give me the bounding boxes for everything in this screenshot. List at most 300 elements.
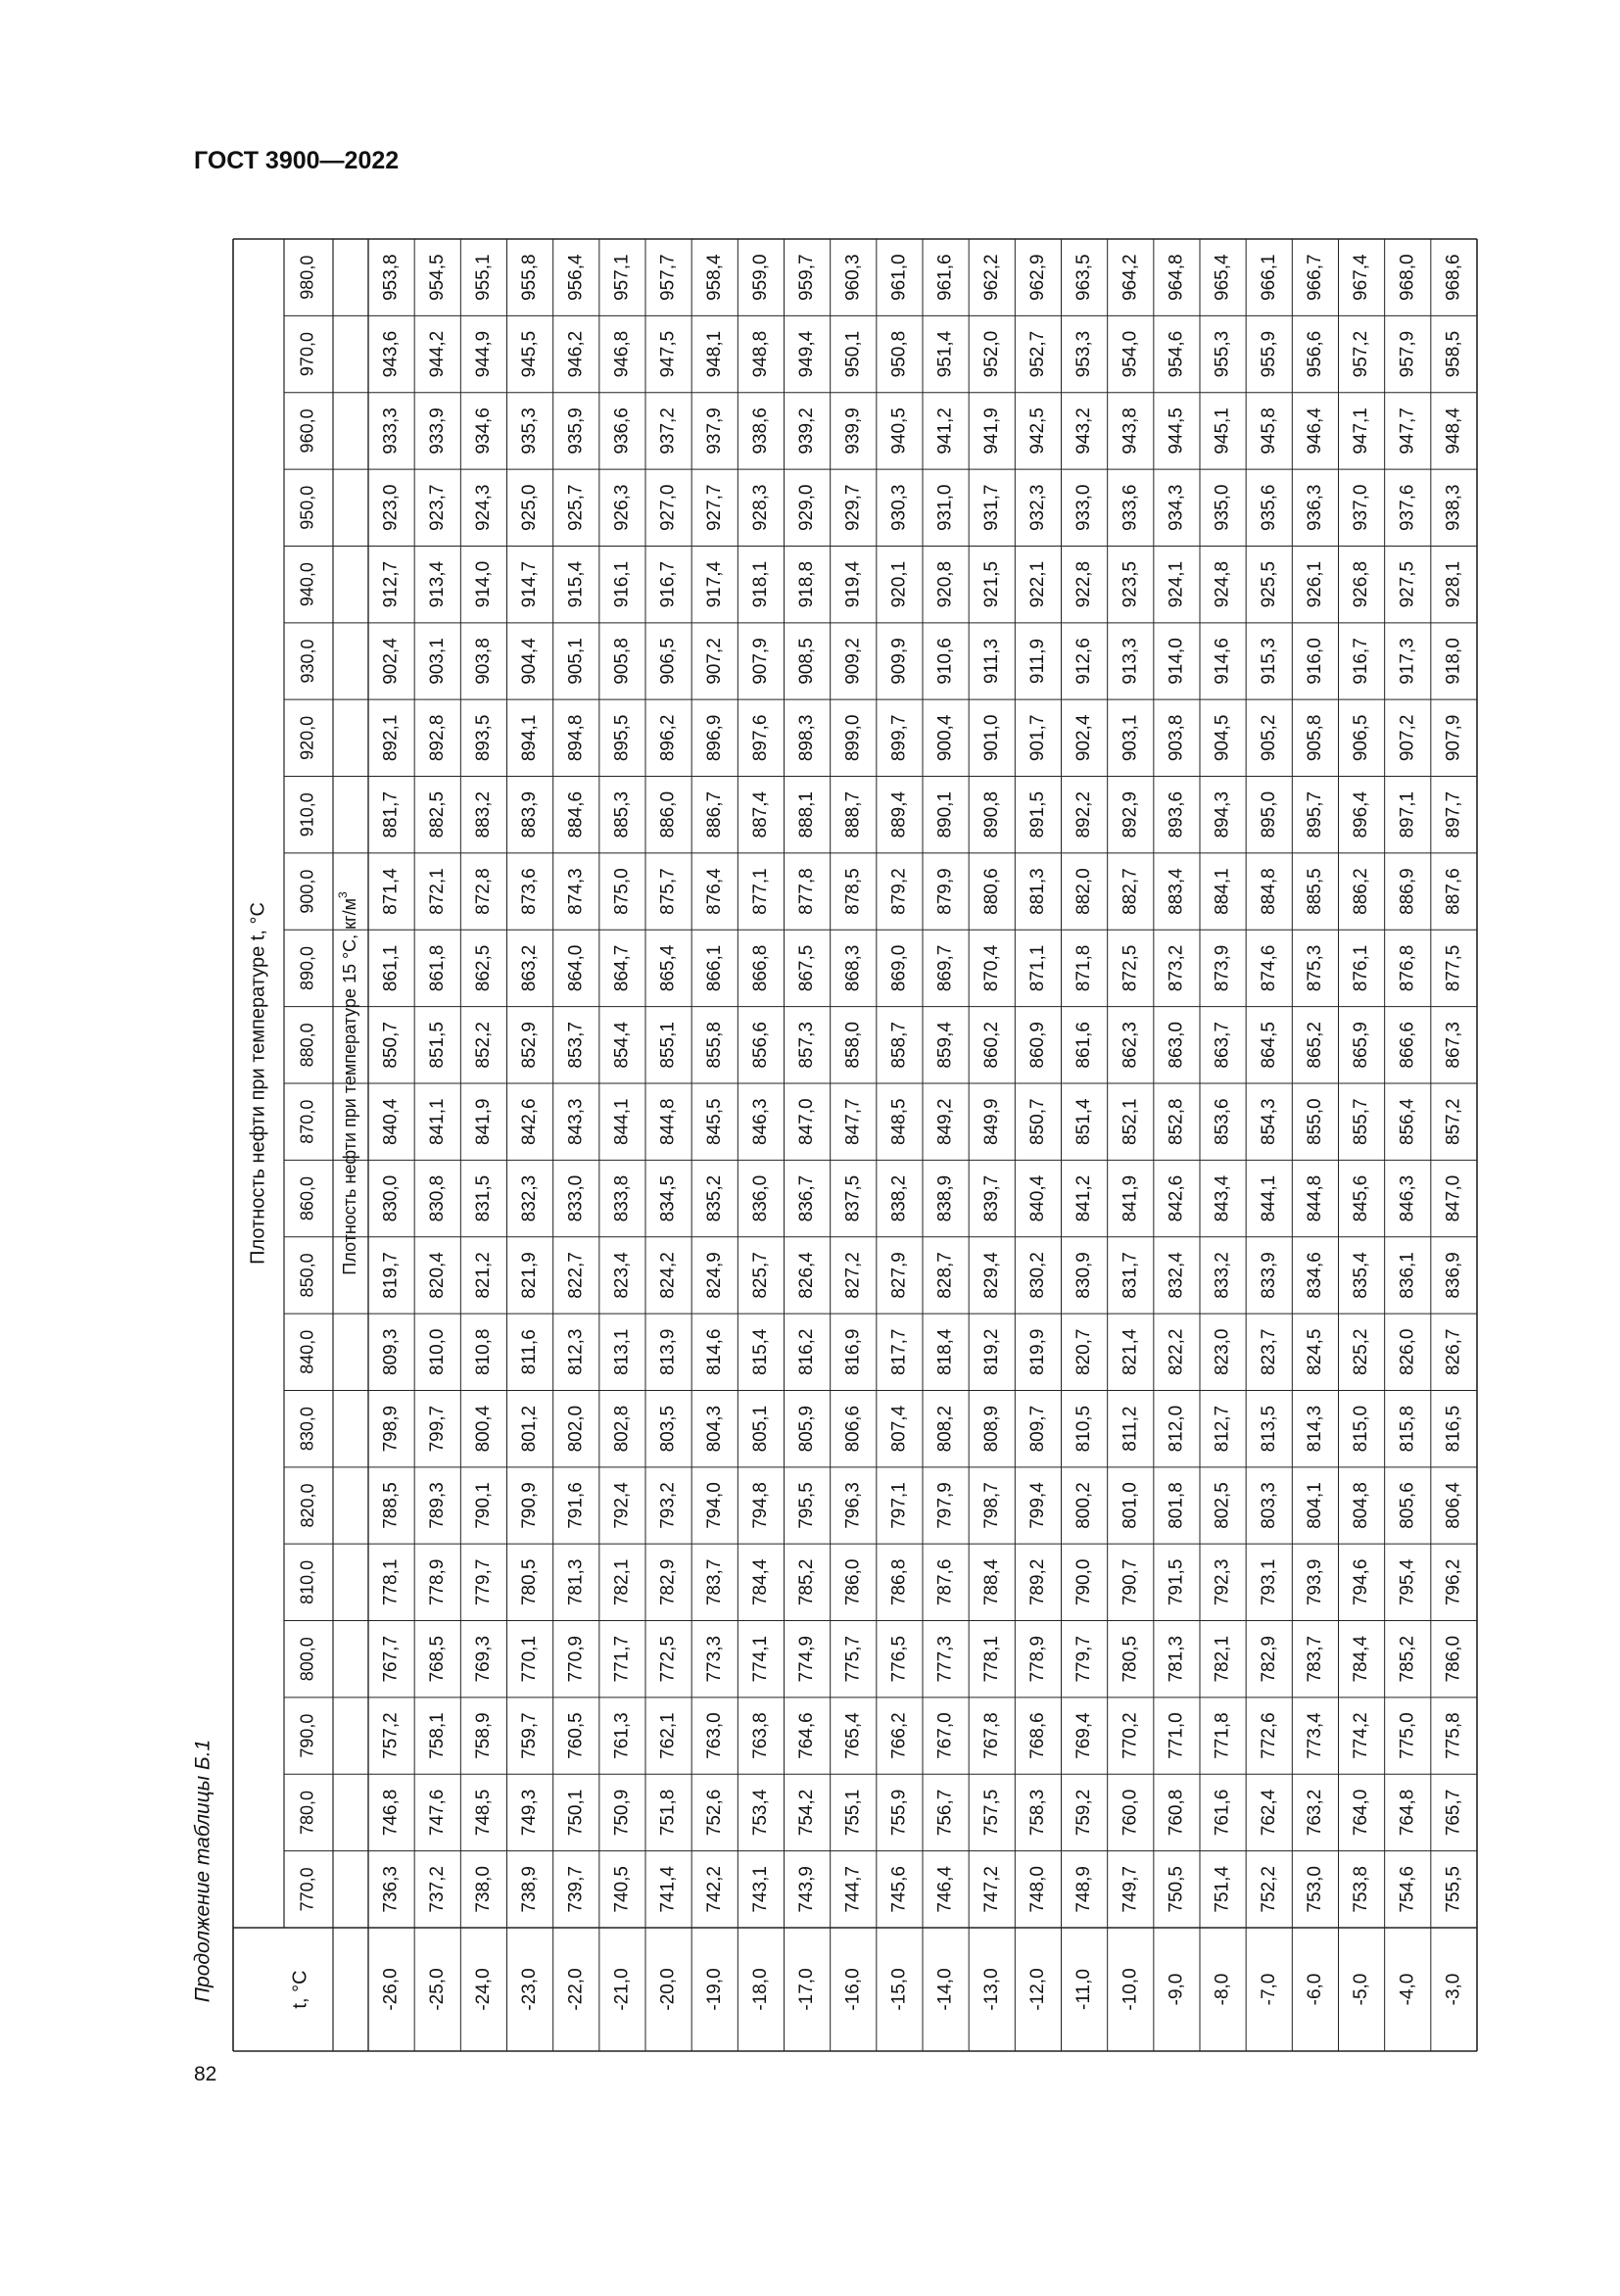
table-cell: 755,5 — [1443, 1866, 1464, 1913]
table-cell: 765,4 — [842, 1712, 864, 1759]
table-cell: 855,7 — [1351, 1098, 1372, 1145]
table-cell: 812,3 — [565, 1328, 587, 1376]
temperature-cell: -15,0 — [888, 1968, 910, 2011]
table-cell: 762,4 — [1258, 1789, 1279, 1837]
table-cell: 789,2 — [1026, 1558, 1048, 1606]
table-cell: 937,2 — [657, 407, 679, 454]
table-cell: 867,5 — [796, 944, 818, 992]
table-cell: 938,3 — [1443, 484, 1464, 532]
table-cell: 914,0 — [472, 560, 494, 608]
column-header: 980,0 — [297, 255, 317, 300]
table-cell: 948,1 — [703, 330, 725, 378]
table-cell: 882,7 — [1120, 868, 1141, 915]
temperature-cell: -19,0 — [703, 1968, 725, 2011]
table-cell: 943,6 — [380, 330, 402, 378]
table-cell: 757,2 — [380, 1712, 402, 1759]
table-cell: 879,2 — [888, 868, 910, 915]
table-cell: 892,2 — [1073, 790, 1095, 838]
table-cell: 797,1 — [888, 1482, 910, 1529]
table-cell: 795,5 — [796, 1482, 818, 1529]
table-cell: 894,8 — [565, 714, 587, 762]
table-cell: 923,7 — [426, 484, 448, 532]
table-cell: 954,0 — [1120, 330, 1141, 378]
table-cell: 782,9 — [1258, 1635, 1279, 1683]
table-cell: 844,1 — [611, 1098, 633, 1145]
table-cell: 895,5 — [611, 714, 633, 762]
temperature-cell: -26,0 — [380, 1968, 402, 2011]
table-cell: 757,5 — [980, 1789, 1002, 1837]
table-cell: 797,9 — [934, 1482, 956, 1529]
table-cell: 892,9 — [1120, 790, 1141, 838]
table-cell: 955,1 — [472, 254, 494, 301]
table-cell: 793,9 — [1304, 1558, 1325, 1606]
table-cell: 885,5 — [1304, 868, 1325, 915]
table-cell: 832,4 — [1166, 1252, 1187, 1299]
table-cell: 826,4 — [796, 1252, 818, 1299]
table-cell: 921,5 — [980, 560, 1002, 608]
column-header: 770,0 — [297, 1867, 317, 1912]
table-cell: 880,6 — [980, 868, 1002, 915]
table-cell: 892,8 — [426, 714, 448, 762]
table-cell: 914,6 — [1212, 638, 1233, 685]
column-header: 950,0 — [297, 485, 317, 530]
table-cell: 782,1 — [1212, 1635, 1233, 1683]
table-cell: 852,8 — [1166, 1098, 1187, 1145]
table-cell: 939,2 — [796, 407, 818, 454]
table-cell: 864,7 — [611, 944, 633, 992]
table-cell: 874,3 — [565, 868, 587, 915]
table-cell: 869,7 — [934, 944, 956, 992]
table-cell: 833,9 — [1258, 1252, 1279, 1299]
table-cell: 812,0 — [1166, 1405, 1187, 1453]
table-cell: 778,9 — [426, 1558, 448, 1606]
table-cell: 875,0 — [611, 868, 633, 915]
table-cell: 807,4 — [888, 1405, 910, 1453]
table-cell: 944,9 — [472, 330, 494, 378]
table-cell: 844,8 — [1304, 1174, 1325, 1222]
temperature-cell: -20,0 — [657, 1968, 679, 2011]
table-cell: 806,6 — [842, 1405, 864, 1453]
table-cell: 852,9 — [519, 1022, 541, 1069]
table-cell: 888,1 — [796, 790, 818, 838]
table-cell: 788,5 — [380, 1482, 402, 1529]
table-cell: 917,3 — [1397, 638, 1418, 685]
table-cell: 822,2 — [1166, 1328, 1187, 1376]
table-cell: 964,2 — [1120, 254, 1141, 301]
table-cell: 872,8 — [472, 868, 494, 915]
table-cell: 925,5 — [1258, 560, 1279, 608]
table-cell: 858,7 — [888, 1022, 910, 1069]
table-cell: 813,5 — [1258, 1405, 1279, 1453]
table-cell: 927,0 — [657, 484, 679, 532]
temperature-cell: -7,0 — [1258, 1973, 1279, 2006]
table-cell: 966,7 — [1304, 254, 1325, 301]
table-cell: 750,9 — [611, 1789, 633, 1837]
table-cell: 826,7 — [1443, 1328, 1464, 1376]
table-cell: 778,9 — [1026, 1635, 1048, 1683]
table-cell: 955,3 — [1212, 330, 1233, 378]
table-cell: 950,1 — [842, 330, 864, 378]
table-cell: 778,1 — [980, 1635, 1002, 1683]
table-cell: 936,3 — [1304, 484, 1325, 532]
table-cell: 779,7 — [472, 1558, 494, 1606]
table-cell: 903,8 — [472, 638, 494, 685]
table-cell: 864,0 — [565, 944, 587, 992]
table-cell: 802,8 — [611, 1405, 633, 1453]
table-cell: 877,8 — [796, 868, 818, 915]
table-cell: 928,3 — [749, 484, 771, 532]
table-cell: 842,6 — [519, 1098, 541, 1145]
table-cell: 937,6 — [1397, 484, 1418, 532]
table-cell: 753,4 — [749, 1789, 771, 1837]
table-cell: 786,0 — [842, 1558, 864, 1606]
table-cell: 912,7 — [380, 560, 402, 608]
table-cell: 742,2 — [703, 1866, 725, 1913]
table-cell: 850,7 — [1026, 1098, 1048, 1145]
table-cell: 861,1 — [380, 944, 402, 992]
table-cell: 855,1 — [657, 1022, 679, 1069]
table-cell: 947,7 — [1397, 407, 1418, 454]
temperature-cell: -16,0 — [842, 1968, 864, 2011]
table-cell: 736,3 — [380, 1866, 402, 1913]
table-cell: 810,0 — [426, 1328, 448, 1376]
table-cell: 794,8 — [749, 1482, 771, 1529]
table-cell: 767,8 — [980, 1712, 1002, 1759]
table-cell: 772,5 — [657, 1635, 679, 1683]
table-cell: 759,7 — [519, 1712, 541, 1759]
table-cell: 790,0 — [1073, 1558, 1095, 1606]
table-cell: 812,7 — [1212, 1405, 1233, 1453]
table-cell: 930,3 — [888, 484, 910, 532]
table-cell: 968,0 — [1397, 254, 1418, 301]
temp-column-header: t, °C — [289, 1970, 311, 2009]
table-cell: 956,4 — [565, 254, 587, 301]
table-cell: 769,4 — [1073, 1712, 1095, 1759]
table-cell: 753,0 — [1304, 1866, 1325, 1913]
table-cell: 824,5 — [1304, 1328, 1325, 1376]
temperature-cell: -14,0 — [934, 1968, 956, 2011]
table-cell: 790,9 — [519, 1482, 541, 1529]
table-cell: 741,4 — [657, 1866, 679, 1913]
table-cell: 866,8 — [749, 944, 771, 992]
column-header: 820,0 — [297, 1483, 317, 1528]
table-cell: 760,5 — [565, 1712, 587, 1759]
table-cell: 856,6 — [749, 1022, 771, 1069]
table-cell: 843,4 — [1212, 1174, 1233, 1222]
table-cell: 906,5 — [1351, 714, 1372, 762]
table-cell: 939,9 — [842, 407, 864, 454]
table-cell: 758,3 — [1026, 1789, 1048, 1837]
table-cell: 924,3 — [472, 484, 494, 532]
table-cell: 955,9 — [1258, 330, 1279, 378]
table-cell: 814,3 — [1304, 1405, 1325, 1453]
table-cell: 895,0 — [1258, 790, 1279, 838]
table-cell: 781,3 — [565, 1558, 587, 1606]
table-cell: 874,6 — [1258, 944, 1279, 992]
table-cell: 784,4 — [749, 1558, 771, 1606]
table-cell: 899,7 — [888, 714, 910, 762]
table-cell: 881,7 — [380, 790, 402, 838]
table-cell: 935,9 — [565, 407, 587, 454]
table-cell: 810,5 — [1073, 1405, 1095, 1453]
table-cell: 796,2 — [1443, 1558, 1464, 1606]
table-cell: 799,4 — [1026, 1482, 1048, 1529]
column-header: 790,0 — [297, 1713, 317, 1758]
table-cell: 768,6 — [1026, 1712, 1048, 1759]
table-cell: 962,9 — [1026, 254, 1048, 301]
table-cell: 752,6 — [703, 1789, 725, 1837]
table-cell: 755,1 — [842, 1789, 864, 1837]
table-cell: 774,2 — [1351, 1712, 1372, 1759]
table-cell: 945,5 — [519, 330, 541, 378]
table-cell: 889,4 — [888, 790, 910, 838]
table-cell: 940,5 — [888, 407, 910, 454]
column-header: 830,0 — [297, 1407, 317, 1452]
table-cell: 935,3 — [519, 407, 541, 454]
table-cell: 838,2 — [888, 1174, 910, 1222]
table-cell: 887,6 — [1443, 868, 1464, 915]
table-cell: 843,3 — [565, 1098, 587, 1145]
table-cell: 737,2 — [426, 1866, 448, 1913]
table-cell: 933,9 — [426, 407, 448, 454]
table-cell: 902,4 — [380, 638, 402, 685]
table-cell: 798,9 — [380, 1405, 402, 1453]
table-cell: 821,2 — [472, 1252, 494, 1299]
table-cell: 790,7 — [1120, 1558, 1141, 1606]
table-cell: 780,5 — [519, 1558, 541, 1606]
table-cell: 781,3 — [1166, 1635, 1187, 1683]
column-header: 850,0 — [297, 1253, 317, 1298]
temperature-cell: -21,0 — [611, 1968, 633, 2011]
table-cell: 804,3 — [703, 1405, 725, 1453]
table-cell: 872,5 — [1120, 944, 1141, 992]
table-cell: 863,0 — [1166, 1022, 1187, 1069]
table-cell: 933,0 — [1073, 484, 1095, 532]
table-cell: 914,0 — [1166, 638, 1187, 685]
table-cell: 857,3 — [796, 1022, 818, 1069]
table-cell: 945,8 — [1258, 407, 1279, 454]
temperature-cell: -9,0 — [1166, 1973, 1187, 2006]
table-cell: 865,4 — [657, 944, 679, 992]
table-cell: 904,5 — [1212, 714, 1233, 762]
table-cell: 884,6 — [565, 790, 587, 838]
table-cell: 815,0 — [1351, 1405, 1372, 1453]
table-cell: 831,7 — [1120, 1252, 1141, 1299]
table-cell: 842,6 — [1166, 1174, 1187, 1222]
table-cell: 863,2 — [519, 944, 541, 992]
table-cell: 854,3 — [1258, 1098, 1279, 1145]
table-cell: 960,3 — [842, 254, 864, 301]
table-cell: 765,7 — [1443, 1789, 1464, 1837]
table-cell: 746,8 — [380, 1789, 402, 1837]
table-cell: 885,3 — [611, 790, 633, 838]
table-cell: 967,4 — [1351, 254, 1372, 301]
table-cell: 878,5 — [842, 868, 864, 915]
table-cell: 802,5 — [1212, 1482, 1233, 1529]
table-cell: 897,6 — [749, 714, 771, 762]
table-cell: 900,4 — [934, 714, 956, 762]
table-cell: 931,0 — [934, 484, 956, 532]
table-cell: 856,4 — [1397, 1098, 1418, 1145]
table-cell: 957,9 — [1397, 330, 1418, 378]
table-cell: 838,9 — [934, 1174, 956, 1222]
table-cell: 790,1 — [472, 1482, 494, 1529]
temperature-cell: -10,0 — [1120, 1968, 1141, 2011]
table-cell: 846,3 — [1397, 1174, 1418, 1222]
table-cell: 908,5 — [796, 638, 818, 685]
table-cell: 845,5 — [703, 1098, 725, 1145]
table-cell: 915,4 — [565, 560, 587, 608]
table-cell: 941,9 — [980, 407, 1002, 454]
table-cell: 762,1 — [657, 1712, 679, 1759]
table-cell: 820,4 — [426, 1252, 448, 1299]
table-cell: 792,4 — [611, 1482, 633, 1529]
table-cell: 785,2 — [1397, 1635, 1418, 1683]
table-cell: 830,8 — [426, 1174, 448, 1222]
table-cell: 886,7 — [703, 790, 725, 838]
table-cell: 866,1 — [703, 944, 725, 992]
table-cell: 840,4 — [1026, 1174, 1048, 1222]
table-cell: 739,7 — [565, 1866, 587, 1913]
table-cell: 870,4 — [980, 944, 1002, 992]
table-cell: 933,3 — [380, 407, 402, 454]
temperature-cell: -5,0 — [1351, 1973, 1372, 2006]
table-cell: 785,2 — [796, 1558, 818, 1606]
table-cell: 861,6 — [1073, 1022, 1095, 1069]
table-cell: 934,6 — [472, 407, 494, 454]
table-cell: 876,1 — [1351, 944, 1372, 992]
table-cell: 953,3 — [1073, 330, 1095, 378]
table-cell: 799,7 — [426, 1405, 448, 1453]
table-cell: 839,7 — [980, 1174, 1002, 1222]
table-cell: 830,0 — [380, 1174, 402, 1222]
table-cell: 927,5 — [1397, 560, 1418, 608]
table-cell: 922,8 — [1073, 560, 1095, 608]
table-cell: 803,3 — [1258, 1482, 1279, 1529]
table-cell: 771,8 — [1212, 1712, 1233, 1759]
table-cell: 855,8 — [703, 1022, 725, 1069]
table-cell: 775,0 — [1397, 1712, 1418, 1759]
table-cell: 929,0 — [796, 484, 818, 532]
table-cell: 855,0 — [1304, 1098, 1325, 1145]
column-header: 910,0 — [297, 792, 317, 837]
table-cell: 817,7 — [888, 1328, 910, 1376]
column-header: 880,0 — [297, 1023, 317, 1068]
table-cell: 773,4 — [1304, 1712, 1325, 1759]
table-cell: 763,0 — [703, 1712, 725, 1759]
table-cell: 747,6 — [426, 1789, 448, 1837]
table-cell: 775,8 — [1443, 1712, 1464, 1759]
table-cell: 958,5 — [1443, 330, 1464, 378]
temperature-cell: -11,0 — [1073, 1969, 1095, 2010]
table-cell: 847,7 — [842, 1098, 864, 1145]
table-cell: 848,5 — [888, 1098, 910, 1145]
table-cell: 860,2 — [980, 1022, 1002, 1069]
table-cell: 952,0 — [980, 330, 1002, 378]
table-cell: 849,9 — [980, 1098, 1002, 1145]
table-cell: 770,9 — [565, 1635, 587, 1683]
table-cell: 945,1 — [1212, 407, 1233, 454]
table-cell: 886,2 — [1351, 868, 1372, 915]
table-cell: 836,0 — [749, 1174, 771, 1222]
table-cell: 816,9 — [842, 1328, 864, 1376]
table-cell: 899,0 — [842, 714, 864, 762]
table-cell: 916,0 — [1304, 638, 1325, 685]
table-cell: 792,3 — [1212, 1558, 1233, 1606]
table-cell: 827,9 — [888, 1252, 910, 1299]
table-cell: 877,1 — [749, 868, 771, 915]
table-cell: 862,3 — [1120, 1022, 1141, 1069]
table-cell: 872,1 — [426, 868, 448, 915]
table-cell: 896,4 — [1351, 790, 1372, 838]
table-cell: 903,1 — [426, 638, 448, 685]
table-cell: 748,5 — [472, 1789, 494, 1837]
table-cell: 907,9 — [1443, 714, 1464, 762]
table-cell: 918,0 — [1443, 638, 1464, 685]
table-cell: 775,7 — [842, 1635, 864, 1683]
table-cell: 879,9 — [934, 868, 956, 915]
table-cell: 966,1 — [1258, 254, 1279, 301]
table-cell: 918,8 — [796, 560, 818, 608]
table-cell: 927,7 — [703, 484, 725, 532]
table-cell: 811,6 — [519, 1329, 541, 1375]
table-cell: 836,9 — [1443, 1252, 1464, 1299]
table-cell: 909,2 — [842, 638, 864, 685]
table-cell: 859,4 — [934, 1022, 956, 1069]
sub-header: Плотность нефти при температуре 15 °C, $кг/м^3$ — [336, 891, 359, 1275]
table-cell: 786,0 — [1443, 1635, 1464, 1683]
table-cell: 905,8 — [611, 638, 633, 685]
column-header: 810,0 — [297, 1559, 317, 1604]
table-cell: 871,1 — [1026, 944, 1048, 992]
table-cell: 963,5 — [1073, 254, 1095, 301]
table-cell: 896,2 — [657, 714, 679, 762]
table-cell: 764,0 — [1351, 1789, 1372, 1837]
column-header: 960,0 — [297, 408, 317, 454]
table-cell: 822,7 — [565, 1252, 587, 1299]
table-cell: 912,6 — [1073, 638, 1095, 685]
table-cell: 918,1 — [749, 560, 771, 608]
table-cell: 876,8 — [1397, 944, 1418, 992]
table-caption: Продолжение таблицы Б.1 — [191, 1739, 214, 2003]
table-cell: 897,1 — [1397, 790, 1418, 838]
table-cell: 861,8 — [426, 944, 448, 992]
table-cell: 959,7 — [796, 254, 818, 301]
table-cell: 948,4 — [1443, 407, 1464, 454]
column-header: 890,0 — [297, 945, 317, 990]
table-cell: 915,3 — [1258, 638, 1279, 685]
table-cell: 863,7 — [1212, 1022, 1233, 1069]
table-cell: 770,2 — [1120, 1712, 1141, 1759]
table-cell: 941,2 — [934, 407, 956, 454]
table-cell: 747,2 — [980, 1866, 1002, 1913]
table-cell: 738,0 — [472, 1866, 494, 1913]
table-cell: 858,0 — [842, 1022, 864, 1069]
table-cell: 804,8 — [1351, 1482, 1372, 1529]
table-cell: 937,0 — [1351, 484, 1372, 532]
table-cell: 771,0 — [1166, 1712, 1187, 1759]
table-cell: 846,3 — [749, 1098, 771, 1145]
table-cell: 883,4 — [1166, 868, 1187, 915]
table-cell: 768,5 — [426, 1635, 448, 1683]
table-cell: 937,9 — [703, 407, 725, 454]
table-cell: 864,5 — [1258, 1022, 1279, 1069]
table-cell: 809,7 — [1026, 1405, 1048, 1453]
table-cell: 805,9 — [796, 1405, 818, 1453]
table-cell: 923,0 — [380, 484, 402, 532]
table-cell: 957,2 — [1351, 330, 1372, 378]
table-cell: 820,7 — [1073, 1328, 1095, 1376]
